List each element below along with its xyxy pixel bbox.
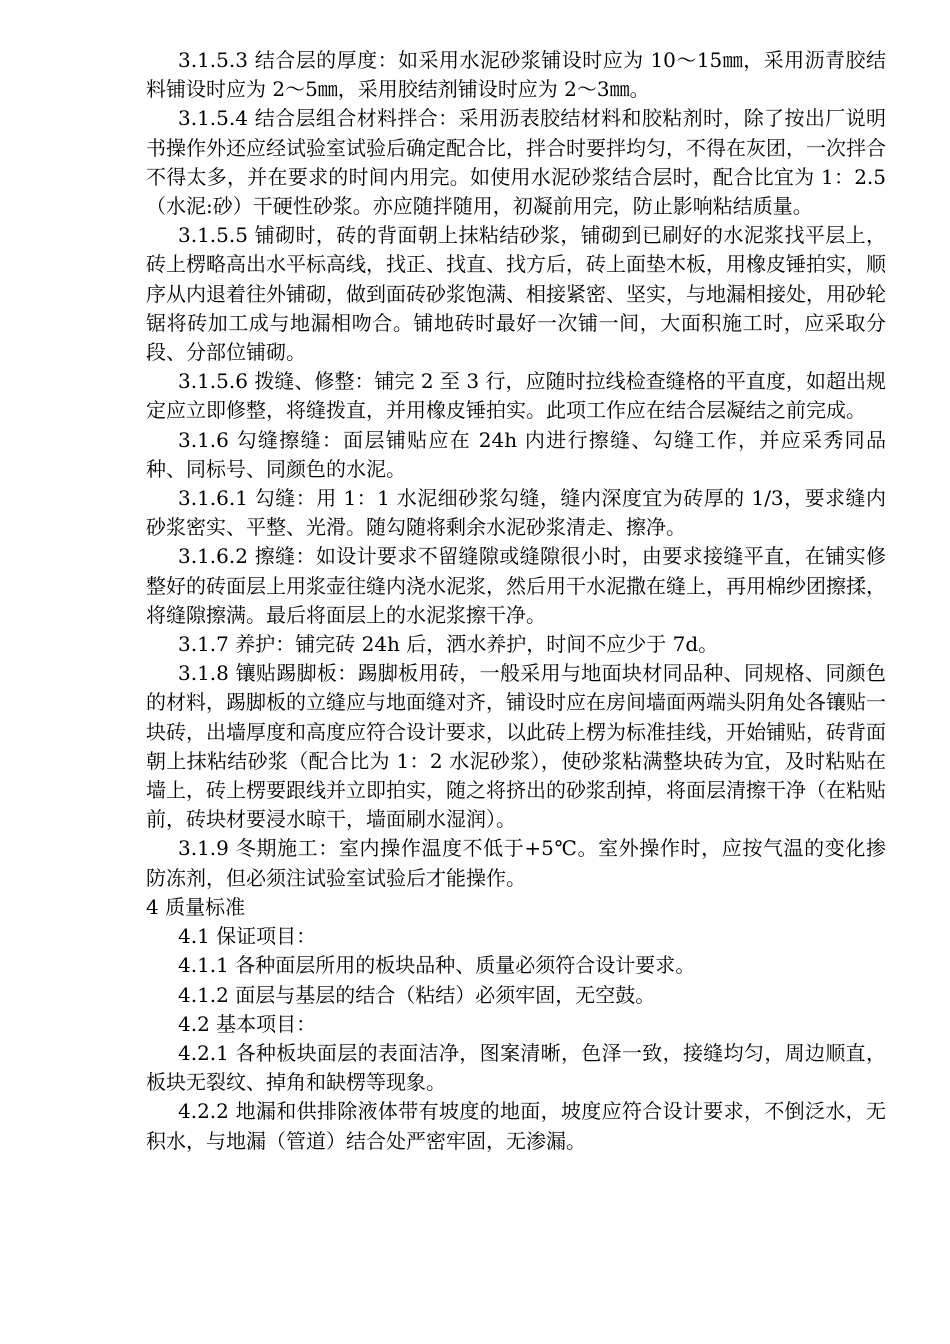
paragraph-3-1-6-2: 3.1.6.2 擦缝：如设计要求不留缝隙或缝隙很小时，由要求接缝平直，在铺实修整好的砖面层上用浆壶往缝内浇水泥浆，然后用干水泥撒在缝上，再用棉纱团擦揉，将缝隙擦满。最后将面层上的水泥浆擦干净。: [146, 544, 886, 627]
paragraph-4-2: 4.2 基本项目：: [178, 1011, 317, 1036]
paragraph-4-2-1: 4.2.1 各种板块面层的表面洁净，图案清晰，色泽一致，接缝均匀，周边顺直，板块无裂纹、掉角和缺楞等现象。: [146, 1040, 886, 1095]
paragraph-3-1-7: 3.1.7 养护：铺完砖 24h 后，洒水养护，时间不应少于 7d。: [178, 632, 719, 657]
paragraph-3-1-6-1: 3.1.6.1 勾缝：用 1：1 水泥细砂浆勾缝，缝内深度宜为砖厚的 1/3，要求缝内砂浆密实、平整、光滑。随勾随将剩余水泥砂浆清走、擦净。: [146, 486, 886, 540]
paragraph-4-2-2: 4.2.2 地漏和供排除液体带有坡度的地面，坡度应符合设计要求，不倒泛水，无积水，与地漏（管道）结合处严密牢固，无渗漏。: [146, 1099, 886, 1153]
paragraph-4-1-2: 4.1.2 面层与基层的结合（粘结）必须牢固，无空鼓。: [178, 982, 656, 1007]
paragraph-3-1-6: 3.1.6 勾缝擦缝：面层铺贴应在 24h 内进行擦缝、勾缝工作，并应采秀同品种、同标号、同颜色的水泥。: [146, 427, 886, 481]
paragraph-3-1-5-5: 3.1.5.5 铺砌时，砖的背面朝上抹粘结砂浆，铺砌到已刷好的水泥浆找平层上，砖上楞略高出水平标高线，找正、找直、找方后，砖上面垫木板，用橡皮锤拍实，顺序从内退着往外铺砌，做到面砖砂浆饱满、相接紧密、坚实，与地漏相接处，用砂轮锯将砖加工成与地漏相吻合。铺地砖时最好一次铺一间，大面积施工时，应采取分段、分部位铺砌。: [146, 223, 886, 365]
paragraph-3-1-5-6: 3.1.5.6 拨缝、修整：铺完 2 至 3 行，应随时拉线检查缝格的平直度，如超出规定应立即修整，将缝拨直，并用橡皮锤拍实。此项工作应在结合层凝结之前完成。: [146, 369, 886, 423]
paragraph-3-1-5-3: 3.1.5.3 结合层的厚度：如采用水泥砂浆铺设时应为 10～15㎜，采用沥青胶结料铺设时应为 2～5㎜，采用胶结剂铺设时应为 2～3㎜。: [146, 48, 886, 102]
paragraph-3-1-9: 3.1.9 冬期施工：室内操作温度不低于+5℃。室外操作时，应按气温的变化掺防冻剂，但必须注试验室试验后才能操作。: [146, 836, 886, 890]
paragraph-4-1: 4.1 保证项目：: [178, 924, 317, 949]
paragraph-4-1-1: 4.1.1 各种面层所用的板块品种、质量必须符合设计要求。: [178, 953, 696, 978]
document-body: [146, 46, 886, 1156]
section-heading-4: 4 质量标准: [146, 894, 246, 919]
paragraph-3-1-5-4: 3.1.5.4 结合层组合材料拌合：采用沥表胶结材料和胶粘剂时，除了按出厂说明书操作外还应经试验室试验后确定配合比，拌合时要拌均匀，不得在灰团，一次拌合不得太多，并在要求的时间内用完。如使用水泥砂浆结合层时，配合比宜为 1：2.5（水泥:砂）干硬性砂浆。亦应随拌随用，初凝前用完，防止影响粘结质量。: [146, 106, 886, 219]
paragraph-3-1-8: 3.1.8 镶贴踢脚板：踢脚板用砖，一般采用与地面块材同品种、同规格、同颜色的材料，踢脚板的立缝应与地面缝对齐，铺设时应在房间墙面两端头阴角处各镶贴一块砖，出墙厚度和高度应符合设计要求，以此砖上楞为标准挂线，开始铺贴，砖背面朝上抹粘结砂浆（配合比为 1：2 水泥砂浆），使砂浆粘满整块砖为宜，及时粘贴在墙上，砖上楞要跟线并立即拍实，随之将挤出的砂浆刮掉，将面层清擦干净（在粘贴前，砖块材要浸水晾干，墙面刷水湿润）。: [146, 661, 886, 832]
